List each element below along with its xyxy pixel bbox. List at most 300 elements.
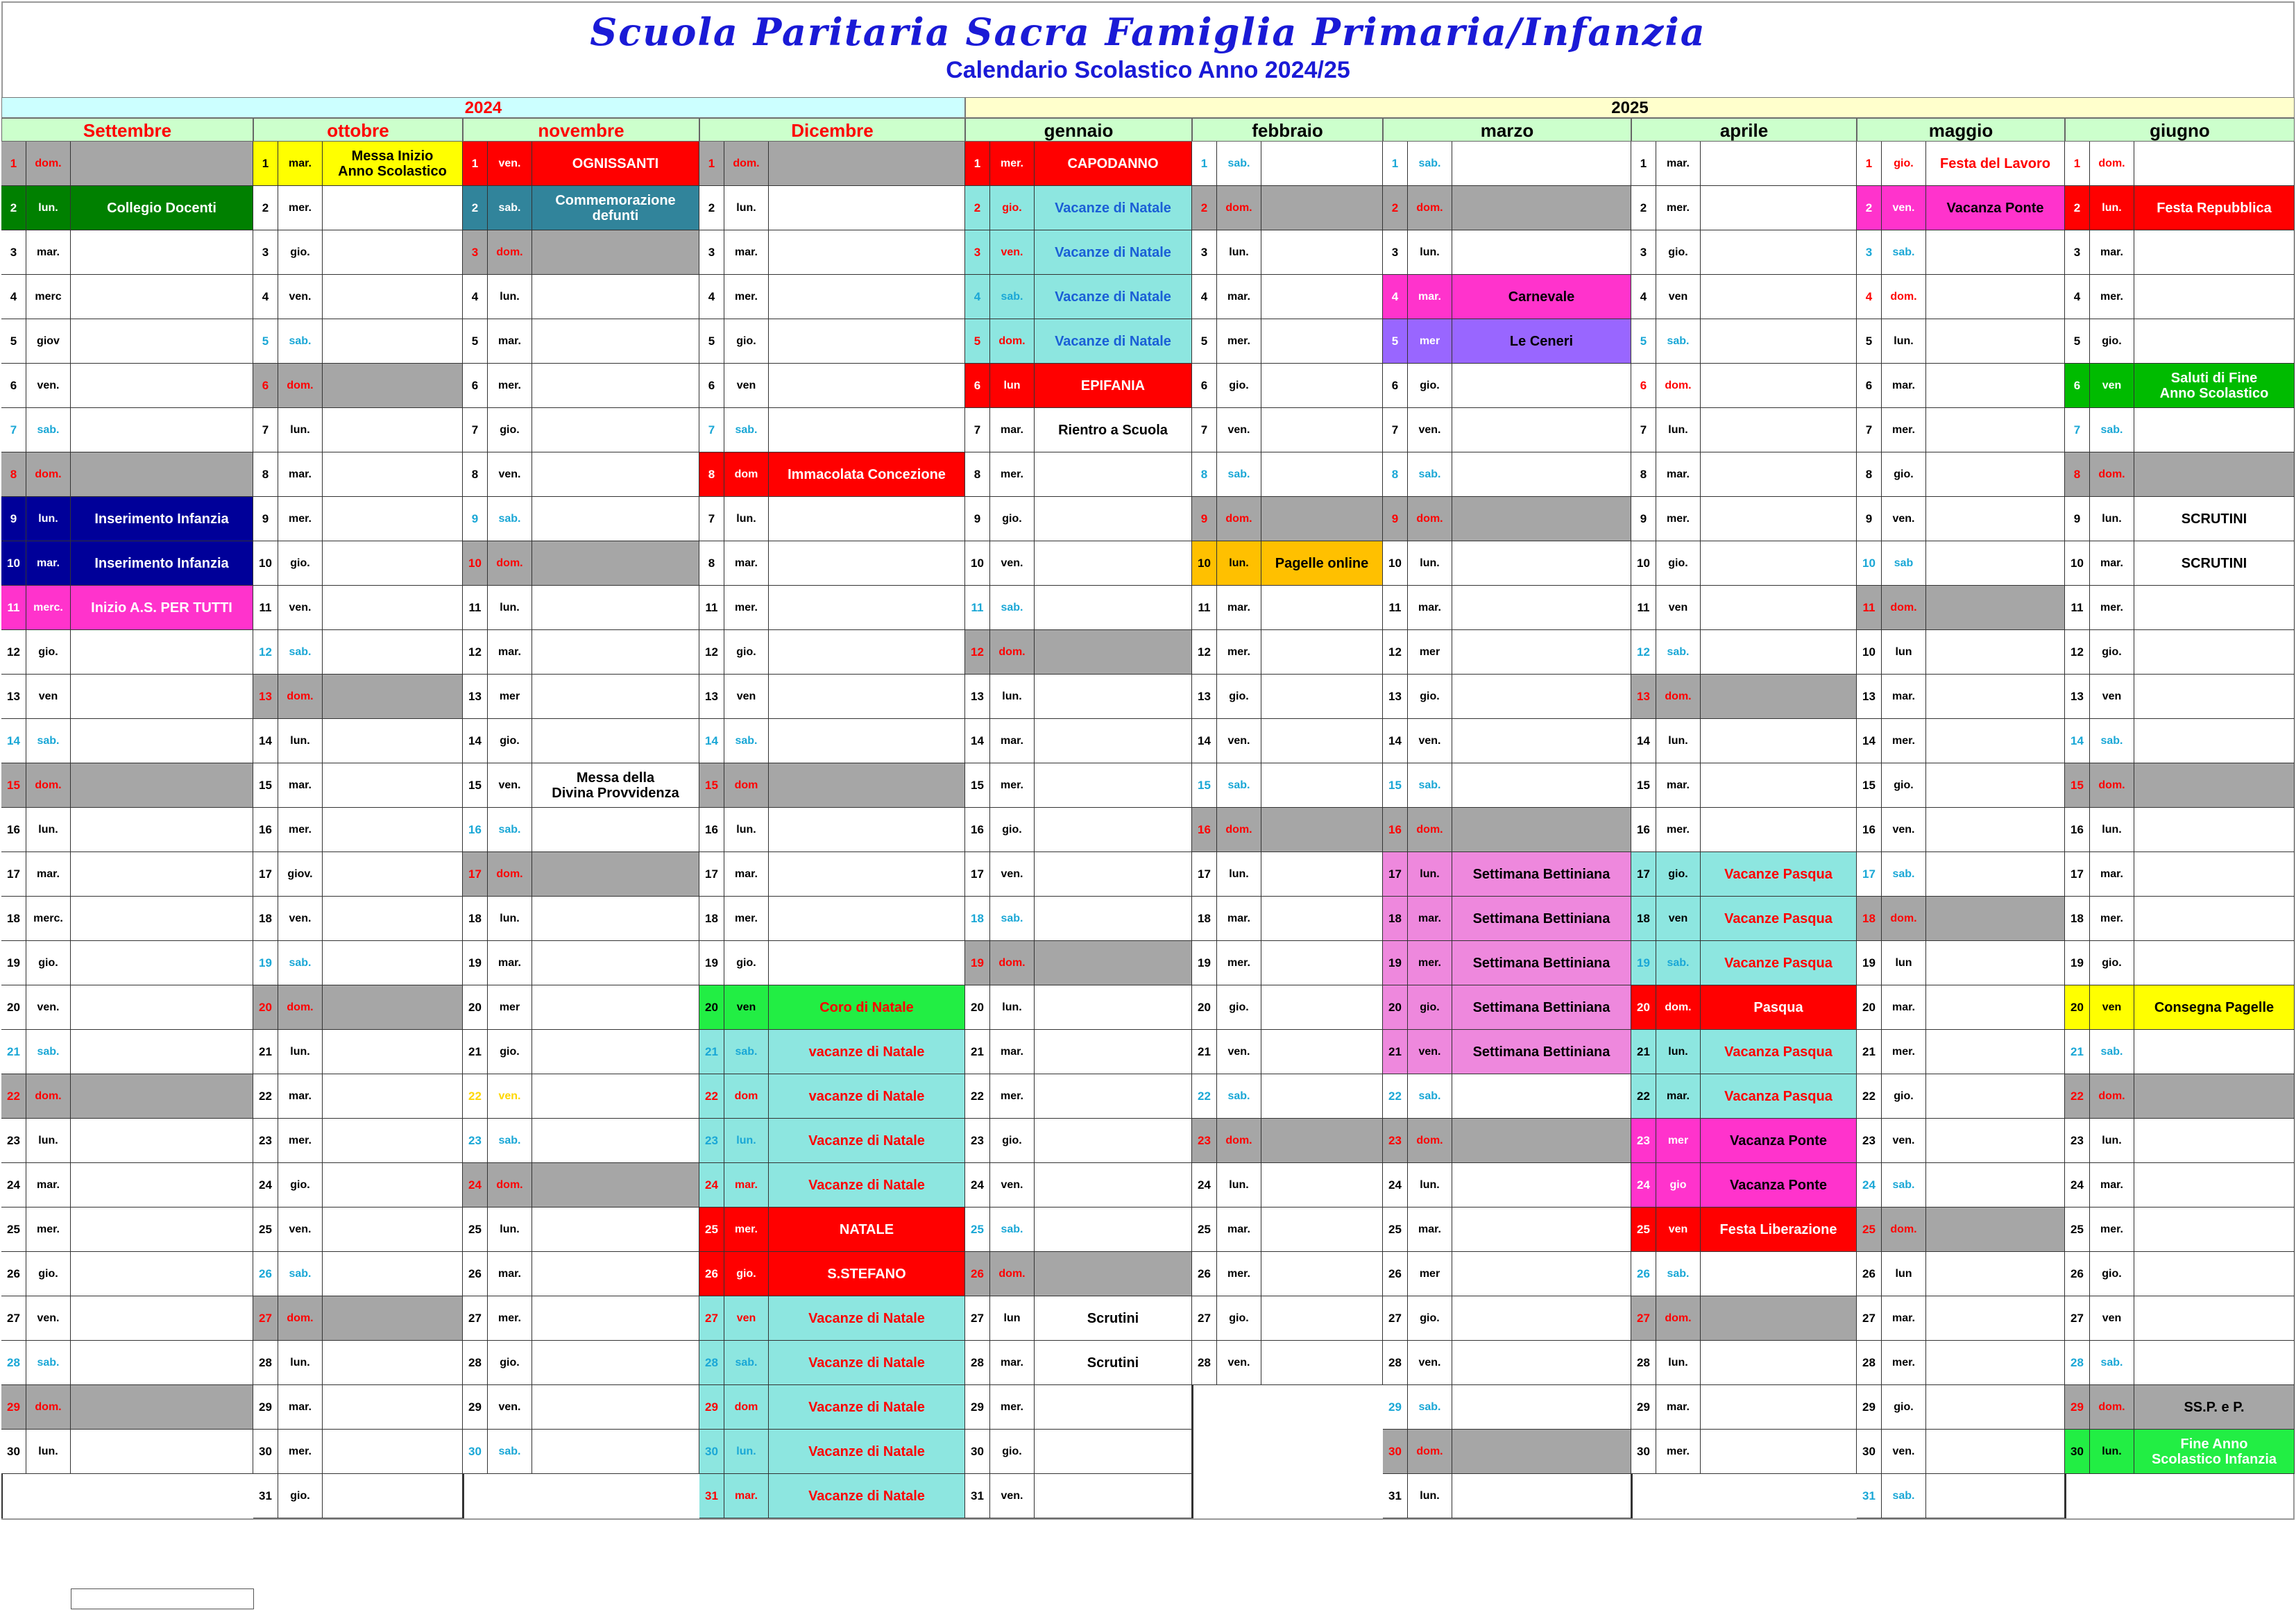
day-number: 11 [1192, 586, 1217, 630]
weekday-label: mar. [488, 941, 532, 985]
weekday-label: mer. [724, 897, 769, 941]
weekday-label: mer. [1656, 497, 1701, 541]
weekday-label: ven. [1217, 719, 1261, 763]
weekday-label: sab. [278, 630, 323, 675]
weekday-label: dom [724, 1074, 769, 1119]
event-label: Vacanza Pasqua [1701, 1074, 1857, 1119]
event-cell [1035, 852, 1192, 897]
day-number: 7 [253, 408, 278, 452]
event-cell [1452, 364, 1631, 408]
event-cell [1261, 319, 1383, 364]
school-title: Scuola Paritaria Sacra Famiglia Primaria/Infanzia [590, 10, 1706, 54]
event-cell [2134, 1074, 2295, 1119]
day-number: 22 [699, 1074, 724, 1119]
event-cell [532, 897, 699, 941]
event-label: Vacanze di Natale [1035, 186, 1192, 230]
day-number: 19 [253, 941, 278, 985]
weekday-label: mer. [1882, 1341, 1926, 1385]
year-header-2025: 2025 [965, 97, 2295, 118]
weekday-label: sab. [1217, 1074, 1261, 1119]
event-cell [532, 275, 699, 319]
event-cell [532, 630, 699, 675]
weekday-label: sab. [724, 408, 769, 452]
event-cell [323, 1341, 463, 1385]
weekday-label: gio [1656, 1163, 1701, 1208]
day-number: 12 [2065, 630, 2090, 675]
day-number: 23 [463, 1119, 488, 1163]
event-cell [1926, 1430, 2065, 1474]
event-cell [769, 763, 965, 808]
day-number: 24 [699, 1163, 724, 1208]
weekday-label: lun. [278, 719, 323, 763]
day-number: 24 [2065, 1163, 2090, 1208]
weekday-label: mer. [990, 1074, 1035, 1119]
event-label: Settimana Bettiniana [1452, 1030, 1631, 1074]
day-number: 26 [1192, 1252, 1217, 1296]
month-header-novembre: novembre [463, 118, 699, 142]
day-number: 29 [1631, 1385, 1656, 1430]
day-number: 13 [1383, 675, 1408, 719]
day-number: 3 [2065, 230, 2090, 275]
day-number: 4 [1857, 275, 1882, 319]
weekday-label: gio. [278, 1474, 323, 1518]
weekday-label: dom. [488, 541, 532, 586]
weekday-label: dom. [26, 763, 71, 808]
month-header-maggio: maggio [1857, 118, 2065, 142]
day-number: 2 [965, 186, 990, 230]
day-number: 22 [2065, 1074, 2090, 1119]
day-number: 20 [463, 985, 488, 1030]
day-number: 3 [1192, 230, 1217, 275]
weekday-label: gio. [488, 1030, 532, 1074]
weekday-label: sab. [1882, 852, 1926, 897]
event-cell [1261, 1030, 1383, 1074]
weekday-label: sab. [488, 186, 532, 230]
event-cell [2134, 719, 2295, 763]
event-cell [1035, 586, 1192, 630]
weekday-label: dom [724, 1385, 769, 1430]
day-number: 12 [965, 630, 990, 675]
weekday-label: merc [26, 275, 71, 319]
weekday-label: mer. [2090, 1208, 2134, 1252]
weekday-label: dom. [2090, 1385, 2134, 1430]
weekday-label: ven. [1217, 1030, 1261, 1074]
day-number: 14 [1857, 719, 1882, 763]
day-number: 24 [1631, 1163, 1656, 1208]
weekday-label: mer. [990, 763, 1035, 808]
event-cell [1452, 408, 1631, 452]
day-number: 9 [1, 497, 26, 541]
day-number: 13 [463, 675, 488, 719]
event-cell [1926, 319, 2065, 364]
event-cell [1035, 1430, 1192, 1474]
day-number: 2 [1857, 186, 1882, 230]
event-cell [532, 408, 699, 452]
event-label: Festa del Lavoro [1926, 142, 2065, 186]
event-cell [71, 1385, 253, 1430]
day-number: 14 [1383, 719, 1408, 763]
day-number: 16 [2065, 808, 2090, 852]
weekday-label: lun. [1656, 1341, 1701, 1385]
weekday-label: mar. [488, 319, 532, 364]
day-number: 15 [965, 763, 990, 808]
event-cell [532, 1208, 699, 1252]
event-cell [1701, 230, 1857, 275]
event-cell [1926, 763, 2065, 808]
weekday-label: sab. [1217, 142, 1261, 186]
weekday-label: mar. [1217, 586, 1261, 630]
weekday-label: gio. [990, 497, 1035, 541]
day-number: 28 [1, 1341, 26, 1385]
event-cell [1926, 719, 2065, 763]
day-number: 24 [463, 1163, 488, 1208]
event-cell [1701, 1252, 1857, 1296]
weekday-label: ven. [278, 897, 323, 941]
event-cell [1452, 1163, 1631, 1208]
event-label: Vacanze di Natale [1035, 230, 1192, 275]
weekday-label: dom. [1656, 985, 1701, 1030]
event-cell [1261, 1252, 1383, 1296]
event-cell [1926, 452, 2065, 497]
weekday-label: mer [488, 675, 532, 719]
weekday-label: dom. [278, 1296, 323, 1341]
event-cell [1261, 497, 1383, 541]
weekday-label: dom. [488, 852, 532, 897]
weekday-label: sab. [1408, 452, 1452, 497]
event-label: Messa Inizio Anno Scolastico [323, 142, 463, 186]
weekday-label: mar. [488, 630, 532, 675]
day-number: 8 [1192, 452, 1217, 497]
weekday-label: mar. [1656, 452, 1701, 497]
weekday-label: sab [1882, 541, 1926, 586]
day-number: 21 [463, 1030, 488, 1074]
weekday-label: lun. [2090, 1119, 2134, 1163]
day-number: 29 [699, 1385, 724, 1430]
event-cell [1926, 675, 2065, 719]
event-label: Rientro a Scuola [1035, 408, 1192, 452]
day-number: 26 [1857, 1252, 1882, 1296]
event-cell [323, 541, 463, 586]
month-header-aprile: aprile [1631, 118, 1857, 142]
event-cell [1452, 452, 1631, 497]
event-cell [1926, 941, 2065, 985]
weekday-label: lun. [1882, 319, 1926, 364]
day-number: 18 [253, 897, 278, 941]
weekday-label: gio. [724, 319, 769, 364]
year-header-2024: 2024 [1, 97, 965, 118]
event-cell [1035, 497, 1192, 541]
event-cell [532, 230, 699, 275]
weekday-label: sab. [1408, 1074, 1452, 1119]
event-cell [1926, 1074, 2065, 1119]
weekday-label: mer. [1882, 1030, 1926, 1074]
event-cell [769, 275, 965, 319]
day-number: 6 [1857, 364, 1882, 408]
event-cell [323, 941, 463, 985]
weekday-label: sab. [1408, 142, 1452, 186]
weekday-label: gio. [990, 186, 1035, 230]
event-cell [323, 630, 463, 675]
event-cell [532, 364, 699, 408]
weekday-label: dom. [1882, 897, 1926, 941]
event-cell [1701, 364, 1857, 408]
weekday-label: gio. [2090, 319, 2134, 364]
weekday-label: mar. [278, 452, 323, 497]
day-number: 15 [1, 763, 26, 808]
event-cell [532, 541, 699, 586]
event-label: Pagelle online [1261, 541, 1383, 586]
event-cell [1261, 1208, 1383, 1252]
weekday-label: dom. [488, 1163, 532, 1208]
weekday-label: ven [2090, 1296, 2134, 1341]
event-cell [1261, 586, 1383, 630]
day-number: 10 [965, 541, 990, 586]
day-number: 2 [699, 186, 724, 230]
day-number: 18 [463, 897, 488, 941]
day-number: 19 [965, 941, 990, 985]
event-cell [1261, 452, 1383, 497]
weekday-label: ven. [488, 142, 532, 186]
day-number: 31 [1857, 1474, 1882, 1518]
event-cell [2134, 1296, 2295, 1341]
day-number: 14 [2065, 719, 2090, 763]
weekday-label: mer. [724, 586, 769, 630]
day-number: 26 [699, 1252, 724, 1296]
day-number: 14 [463, 719, 488, 763]
event-cell [2134, 630, 2295, 675]
day-number: 19 [1192, 941, 1217, 985]
event-cell [1261, 630, 1383, 675]
day-number: 5 [1631, 319, 1656, 364]
weekday-label: mar. [278, 1074, 323, 1119]
weekday-label: gio. [2090, 941, 2134, 985]
weekday-label: lun. [26, 186, 71, 230]
event-cell [1261, 230, 1383, 275]
day-number: 25 [699, 1208, 724, 1252]
day-number: 10 [1857, 630, 1882, 675]
day-number: 16 [463, 808, 488, 852]
day-number: 16 [1383, 808, 1408, 852]
event-cell [532, 1341, 699, 1385]
day-number: 19 [2065, 941, 2090, 985]
weekday-label: gio. [488, 719, 532, 763]
weekday-label: lun. [488, 1208, 532, 1252]
weekday-label: gio. [1882, 1385, 1926, 1430]
event-label: Fine Anno Scolastico Infanzia [2134, 1430, 2295, 1474]
day-number: 24 [1857, 1163, 1882, 1208]
event-cell [2134, 452, 2295, 497]
day-number: 21 [1857, 1030, 1882, 1074]
day-number: 31 [699, 1474, 724, 1518]
weekday-label: dom. [1408, 808, 1452, 852]
weekday-label: lun. [1217, 230, 1261, 275]
weekday-label: lun. [724, 1119, 769, 1163]
weekday-label: mar. [1882, 1296, 1926, 1341]
weekday-label: dom. [1408, 1430, 1452, 1474]
day-number: 17 [463, 852, 488, 897]
day-number: 27 [1383, 1296, 1408, 1341]
event-label: Vacanze di Natale [769, 1474, 965, 1518]
weekday-label: gio. [1408, 985, 1452, 1030]
weekday-label: dom. [1656, 1296, 1701, 1341]
weekday-label: mer. [2090, 275, 2134, 319]
day-number: 20 [699, 985, 724, 1030]
day-number: 26 [965, 1252, 990, 1296]
day-number: 4 [1, 275, 26, 319]
day-number: 8 [1383, 452, 1408, 497]
day-number: 22 [1383, 1074, 1408, 1119]
event-cell [1261, 275, 1383, 319]
day-number: 25 [1383, 1208, 1408, 1252]
weekday-label: dom. [1217, 497, 1261, 541]
event-cell [1452, 497, 1631, 541]
event-cell [323, 1208, 463, 1252]
event-label: Vacanze di Natale [1035, 319, 1192, 364]
event-cell [1452, 586, 1631, 630]
event-cell [769, 541, 965, 586]
day-number: 11 [463, 586, 488, 630]
weekday-label: gio. [1217, 364, 1261, 408]
weekday-label: lun. [1656, 719, 1701, 763]
event-cell [1035, 808, 1192, 852]
weekday-label: ven [724, 985, 769, 1030]
weekday-label: merc. [26, 897, 71, 941]
weekday-label: mar. [1408, 586, 1452, 630]
weekday-label: ven. [1217, 408, 1261, 452]
event-cell [1701, 808, 1857, 852]
event-label: vacanze di Natale [769, 1030, 965, 1074]
event-cell [1452, 1119, 1631, 1163]
event-label: Vacanze di Natale [769, 1296, 965, 1341]
event-cell [769, 897, 965, 941]
day-number: 27 [1192, 1296, 1217, 1341]
day-number: 6 [965, 364, 990, 408]
day-number: 18 [965, 897, 990, 941]
day-number: 23 [2065, 1119, 2090, 1163]
weekday-label: ven. [1882, 186, 1926, 230]
weekday-label: lun [990, 364, 1035, 408]
event-cell [2134, 808, 2295, 852]
day-number: 20 [1, 985, 26, 1030]
day-number: 28 [1383, 1341, 1408, 1385]
day-number: 12 [1631, 630, 1656, 675]
day-number: 28 [699, 1341, 724, 1385]
event-label: Vacanze di Natale [769, 1341, 965, 1385]
event-cell [1701, 1385, 1857, 1430]
day-number: 19 [1, 941, 26, 985]
event-cell [1035, 985, 1192, 1030]
event-cell [532, 1074, 699, 1119]
weekday-label: mar. [488, 1252, 532, 1296]
day-number: 15 [2065, 763, 2090, 808]
weekday-label: mar. [1408, 897, 1452, 941]
day-number: 5 [1857, 319, 1882, 364]
weekday-label: ven. [1882, 497, 1926, 541]
event-cell [71, 1074, 253, 1119]
day-number: 8 [1857, 452, 1882, 497]
weekday-label: dom. [724, 142, 769, 186]
weekday-label: mar. [2090, 852, 2134, 897]
weekday-label: sab. [1882, 230, 1926, 275]
day-number: 10 [1383, 541, 1408, 586]
event-cell [1261, 808, 1383, 852]
event-cell [71, 852, 253, 897]
event-label: Vacanza Ponte [1701, 1163, 1857, 1208]
event-label: Scrutini [1035, 1341, 1192, 1385]
day-number: 5 [463, 319, 488, 364]
event-cell [532, 497, 699, 541]
day-number: 30 [1857, 1430, 1882, 1474]
event-cell [769, 364, 965, 408]
day-number: 7 [699, 408, 724, 452]
weekday-label: mar. [278, 142, 323, 186]
event-cell [1035, 675, 1192, 719]
weekday-label: ven. [278, 586, 323, 630]
weekday-label: mer [1408, 319, 1452, 364]
event-cell [1926, 1163, 2065, 1208]
weekday-label: sab. [1217, 763, 1261, 808]
day-number: 23 [253, 1119, 278, 1163]
event-cell [1035, 452, 1192, 497]
weekday-label: lun. [26, 1119, 71, 1163]
weekday-label: mar. [990, 1341, 1035, 1385]
event-cell [1035, 1119, 1192, 1163]
event-cell [1261, 142, 1383, 186]
event-cell [769, 852, 965, 897]
day-number: 25 [1, 1208, 26, 1252]
day-number: 17 [699, 852, 724, 897]
event-cell [1926, 985, 2065, 1030]
weekday-label: mer. [1656, 1430, 1701, 1474]
day-number: 11 [1383, 586, 1408, 630]
day-number: 3 [253, 230, 278, 275]
day-number: 28 [1857, 1341, 1882, 1385]
event-cell [769, 675, 965, 719]
weekday-label: mer. [278, 1119, 323, 1163]
event-cell [1452, 763, 1631, 808]
weekday-label: lun. [488, 275, 532, 319]
event-label: Settimana Bettiniana [1452, 985, 1631, 1030]
day-number: 20 [965, 985, 990, 1030]
day-number: 4 [1383, 275, 1408, 319]
event-cell [2134, 763, 2295, 808]
event-cell [1926, 808, 2065, 852]
day-number: 1 [1192, 142, 1217, 186]
weekday-label: ven. [488, 763, 532, 808]
day-number: 7 [699, 497, 724, 541]
day-number: 6 [1, 364, 26, 408]
weekday-label: dom. [1882, 275, 1926, 319]
day-number: 22 [1631, 1074, 1656, 1119]
event-label: Vacanze Pasqua [1701, 897, 1857, 941]
weekday-label: dom. [278, 675, 323, 719]
weekday-label: mar. [1408, 275, 1452, 319]
day-number: 7 [965, 408, 990, 452]
weekday-label: ven. [1217, 1341, 1261, 1385]
event-cell [1035, 1385, 1192, 1430]
day-number: 22 [1192, 1074, 1217, 1119]
day-number: 20 [253, 985, 278, 1030]
event-cell [1452, 1341, 1631, 1385]
event-cell [1452, 142, 1631, 186]
event-cell [769, 186, 965, 230]
event-cell [1926, 1341, 2065, 1385]
day-number: 19 [1857, 941, 1882, 985]
event-label: Inserimento Infanzia [71, 541, 253, 586]
event-cell [532, 1119, 699, 1163]
weekday-label: gio. [1217, 675, 1261, 719]
weekday-label: mar. [1217, 275, 1261, 319]
